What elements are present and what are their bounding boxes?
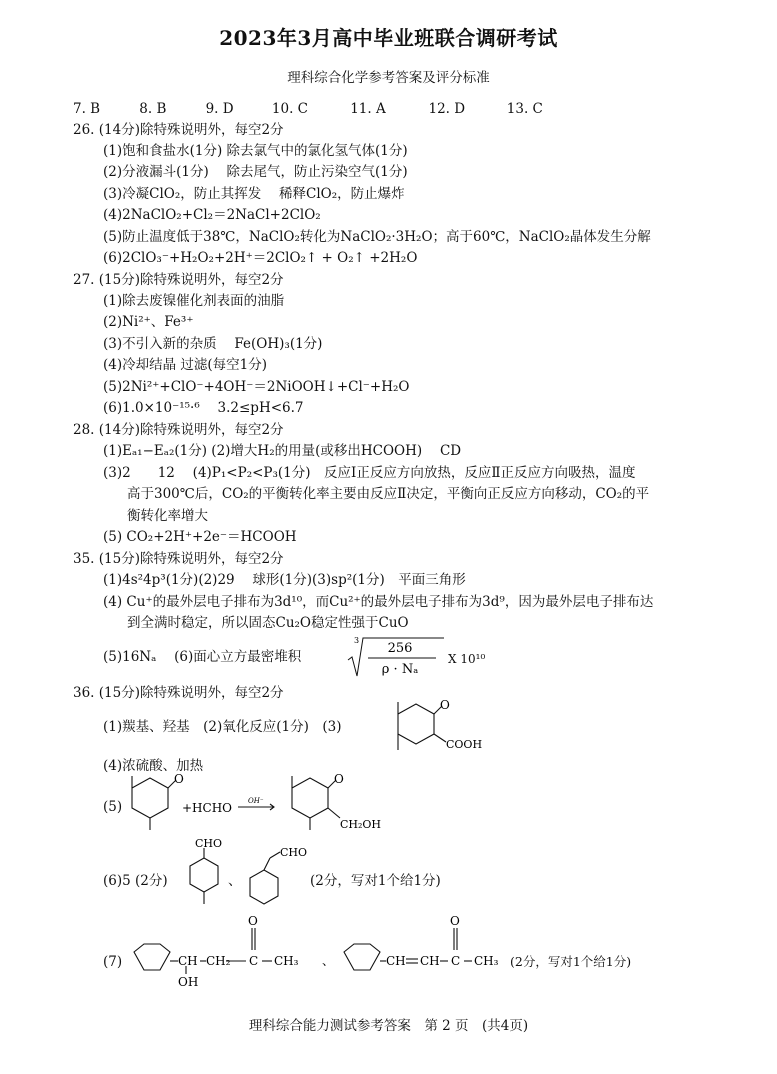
- group-label: CHO: [195, 837, 223, 850]
- q36-7-label: (7): [103, 954, 123, 970]
- q36-5-label: (5): [103, 799, 123, 815]
- group-label: CHO: [280, 846, 308, 859]
- page-footer: 理科综合能力测试参考答案 第 2 页 (共4页): [248, 1018, 529, 1034]
- q28-line: (3)2 12 (4)P₁<P₂<P₃(1分) 反应Ⅰ正反应方向放热，反应Ⅱ正反应方向吸热，温度: [103, 465, 636, 481]
- formula-numerator: 256: [387, 641, 413, 656]
- q26-header: 26. (14分)除特殊说明外，每空2分: [73, 122, 284, 138]
- q27-line: (1)除去废镍催化剂表面的油脂: [103, 293, 285, 309]
- atom-label: O: [248, 914, 258, 928]
- atom-label: O: [450, 914, 460, 928]
- structures-q36-6: [180, 838, 310, 918]
- root-index: 3: [354, 636, 360, 645]
- arrow-condition: OH⁻: [248, 797, 264, 805]
- q27-line: (5)2Ni²⁺+ClO⁻+4OH⁻＝2NiOOH↓+Cl⁻+H₂O: [103, 379, 410, 395]
- group-label: COOH: [446, 738, 483, 751]
- q26-line: (1)饱和食盐水(1分) 除去氯气中的氯化氢气体(1分): [103, 143, 408, 159]
- q35-header: 35. (15分)除特殊说明外，每空2分: [73, 551, 284, 567]
- q27-line: (2)Ni²⁺、Fe³⁺: [103, 314, 194, 330]
- q27-line: (3)不引入新的杂质 Fe(OH)₃(1分): [103, 336, 323, 352]
- group-label: CH: [386, 954, 406, 968]
- q35-line: (4) Cu⁺的最外层电子排布为3d¹⁰，而Cu²⁺的最外层电子排布为3d⁹，因为最外层电子排布达: [103, 594, 654, 610]
- atom-label: O: [334, 772, 344, 786]
- q26-line: (2)分液漏斗(1分) 除去尾气，防止污染空气(1分): [103, 164, 408, 180]
- q35-line: 到全满时稳定，所以固态Cu₂O稳定性强于CuO: [127, 615, 409, 631]
- q36-7-note: (2分，写对1个给1分): [510, 954, 632, 969]
- atom-label: O: [174, 772, 184, 786]
- group-label: CH₂OH: [340, 818, 382, 831]
- q35-line: (1)4s²4p³(1分)(2)29 球形(1分)(3)sp²(1分) 平面三角形: [103, 572, 466, 588]
- q28-line: 衡转化率增大: [127, 508, 208, 524]
- structures-q36-7: [124, 916, 520, 992]
- atom-label: C: [451, 954, 461, 968]
- reagent-label: +HCHO: [182, 801, 233, 815]
- mc-answer: 8. B: [139, 101, 167, 117]
- group-label: CH₂: [206, 954, 231, 968]
- q36-6-label: (6)5 (2分): [103, 873, 168, 889]
- mc-answers: [73, 100, 567, 118]
- q36-6-note: (2分，写对1个给1分): [310, 873, 441, 889]
- formula-denominator: ρ · Nₐ: [381, 662, 419, 677]
- q27-header: 27. (15分)除特殊说明外，每空2分: [73, 272, 284, 288]
- mc-answer: 11. A: [350, 101, 386, 117]
- group-label: CH: [420, 954, 440, 968]
- q36-line: (1)羰基、羟基 (2)氧化反应(1分) (3): [103, 719, 342, 735]
- reaction-q36-5: [120, 770, 400, 840]
- q27-line: (4)冷却结晶 过滤(每空1分): [103, 357, 268, 373]
- mc-answer: 13. C: [506, 101, 543, 117]
- q26-line: (3)冷凝ClO₂，防止其挥发 稀释ClO₂，防止爆炸: [103, 186, 405, 202]
- q28-line: (5) CO₂+2H⁺+2e⁻＝HCOOH: [103, 529, 297, 545]
- formula-tail: X 10¹⁰: [448, 652, 486, 666]
- page-subtitle: 理科综合化学参考答案及评分标准: [287, 70, 490, 86]
- q26-line: (4)2NaClO₂+Cl₂＝2NaCl+2ClO₂: [103, 207, 321, 223]
- mc-answer: 7. B: [73, 101, 101, 117]
- separator: 、: [322, 954, 335, 968]
- mc-answer: 12. D: [428, 101, 466, 117]
- group-label: CH₃: [474, 954, 499, 968]
- atom-label: O: [440, 698, 450, 712]
- group-label: CH: [178, 954, 198, 968]
- q28-line: 高于300℃后，CO₂的平衡转化率主要由反应Ⅱ决定，平衡向正反应方向移动，CO₂的平: [127, 486, 650, 502]
- q36-6-sep: 、: [228, 873, 242, 889]
- q27-line: (6)1.0×10⁻¹⁵·⁶ 3.2≤pH<6.7: [103, 400, 304, 416]
- q26-line: (6)2ClO₃⁻+H₂O₂+2H⁺＝2ClO₂↑ + O₂↑ +2H₂O: [103, 250, 418, 266]
- mc-answer: 9. D: [205, 101, 234, 117]
- q36-line: (4)浓硫酸、加热: [103, 758, 204, 774]
- q36-header: 36. (15分)除特殊说明外，每空2分: [73, 685, 284, 701]
- mc-answer: 10. C: [271, 101, 308, 117]
- structure-q36-3: [376, 698, 483, 762]
- atom-label: C: [249, 954, 259, 968]
- page-title: 2023年3月高中毕业班联合调研考试: [219, 26, 558, 50]
- q26-line: (5)防止温度低于38℃，NaClO₂转化为NaClO₂·3H₂O；高于60℃，NaClO₂晶体发生分解: [103, 229, 651, 245]
- q28-line: (1)Eₐ₁−Eₐ₂(1分) (2)增大H₂的用量(或移出HCOOH) CD: [103, 443, 462, 459]
- q28-header: 28. (14分)除特殊说明外，每空2分: [73, 422, 284, 438]
- q35-line: (5)16Nₐ (6)面心立方最密堆积: [103, 649, 302, 665]
- group-label: OH: [178, 975, 199, 989]
- group-label: CH₃: [274, 954, 299, 968]
